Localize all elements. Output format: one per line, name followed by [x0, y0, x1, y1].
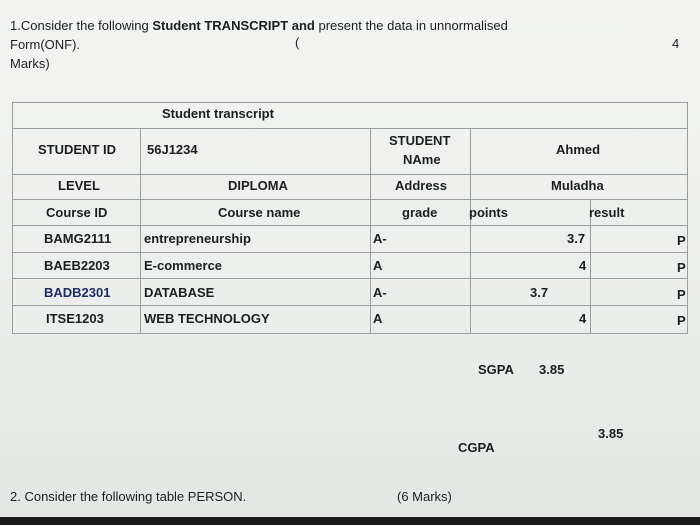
result-cell: P [677, 313, 686, 328]
sgpa-value: 3.85 [539, 362, 565, 377]
course-id-cell: BAMG2111 [44, 231, 112, 246]
course-name-cell: entrepreneurship [144, 231, 251, 246]
table-rule [12, 305, 688, 306]
table-rule [12, 199, 688, 200]
question-1-line2: Form(ONF). [10, 37, 81, 52]
address-value: Muladha [551, 178, 604, 193]
grade-cell: A [373, 311, 383, 326]
student-name-label: STUDENT [389, 133, 451, 148]
grade-header: grade [402, 205, 438, 220]
student-name-label-2: NAme [403, 152, 441, 167]
points-cell: 4 [579, 258, 587, 273]
table-rule [12, 278, 688, 279]
course-id-header: Course ID [46, 205, 108, 220]
question-1-bold: Student TRANSCRIPT and [152, 18, 315, 33]
points-cell: 4 [579, 311, 587, 326]
points-cell: 3.7 [567, 231, 586, 246]
result-cell: P [677, 287, 686, 302]
cgpa-value: 3.85 [598, 426, 624, 441]
table-rule [140, 128, 141, 334]
level-label: LEVEL [58, 178, 100, 193]
course-name-header: Course name [218, 205, 301, 220]
student-id-value: 56J1234 [147, 142, 198, 157]
sgpa-label: SGPA [478, 362, 514, 377]
question-1-prefix: 1.Consider the following [10, 18, 153, 33]
student-name-value: Ahmed [556, 142, 601, 157]
table-rule [12, 225, 688, 226]
student-id-label: STUDENT ID [38, 142, 116, 157]
table-rule [12, 174, 688, 175]
level-value: DIPLOMA [228, 178, 288, 193]
course-id-cell: BAEB2203 [44, 258, 110, 273]
table-rule [370, 128, 371, 334]
result-cell: P [677, 260, 686, 275]
question-2-marks: (6 Marks) [397, 489, 452, 504]
course-id-cell: BADB2301 [44, 285, 111, 300]
table-title: Student transcript [162, 106, 274, 121]
address-label: Address [395, 178, 448, 193]
points-header: points [469, 205, 508, 220]
grade-cell: A- [373, 285, 387, 300]
question-1-suffix: present the data in unnormalised [314, 18, 508, 33]
course-name-cell: DATABASE [144, 285, 215, 300]
question-1-line3: Marks) [10, 56, 50, 71]
grade-cell: A- [373, 231, 387, 246]
course-name-cell: WEB TECHNOLOGY [144, 311, 270, 326]
question-2: 2. Consider the following table PERSON. [10, 489, 247, 504]
course-id-cell: ITSE1203 [46, 311, 104, 326]
table-rule [12, 128, 688, 129]
table-rule [470, 128, 471, 334]
points-cell: 3.7 [530, 285, 549, 300]
bottom-edge [0, 517, 700, 525]
table-rule [12, 252, 688, 253]
result-cell: P [677, 233, 686, 248]
result-header: result [589, 205, 625, 220]
question-1 [10, 16, 550, 73]
transcript-table [12, 102, 688, 334]
cgpa-label: CGPA [458, 440, 495, 455]
grade-cell: A [373, 258, 383, 273]
course-name-cell: E-commerce [144, 258, 223, 273]
page-number: 4 [672, 36, 680, 51]
open-paren: ( [295, 35, 300, 50]
